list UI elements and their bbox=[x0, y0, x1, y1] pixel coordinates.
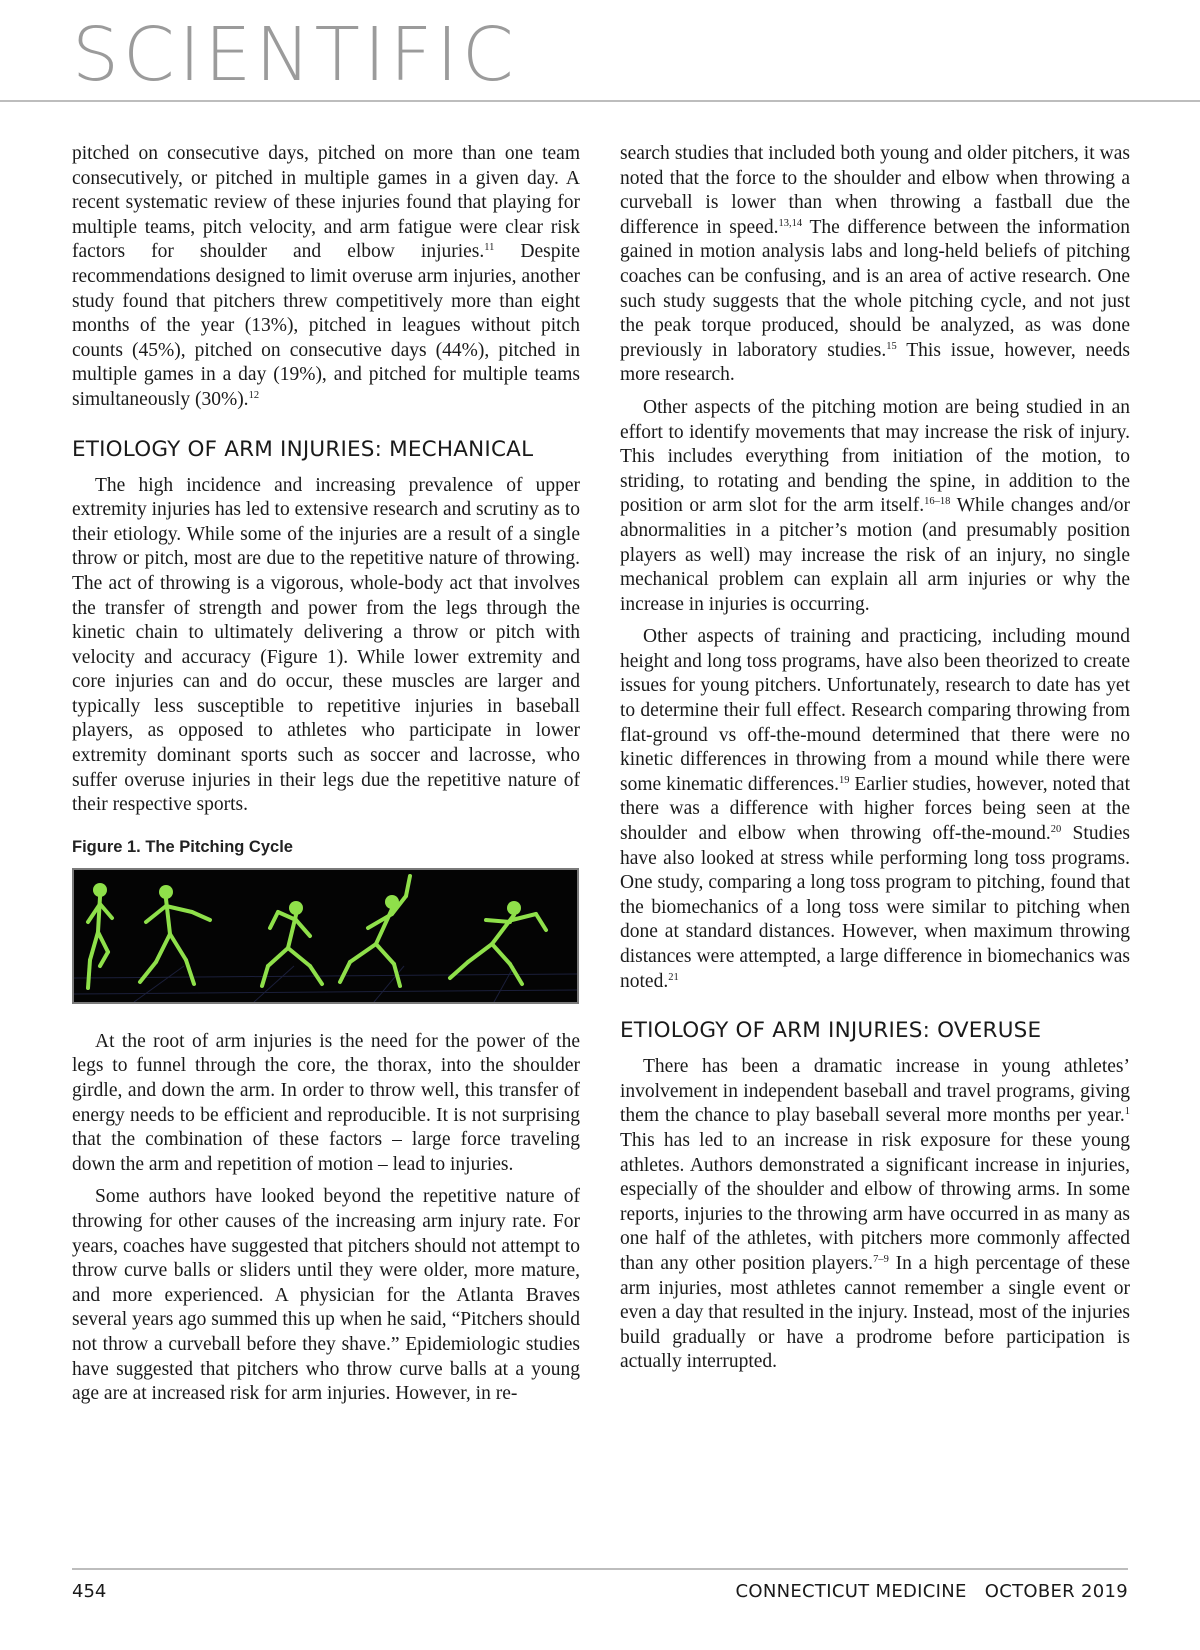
paragraph bbox=[72, 142, 580, 413]
paragraph: At the root of arm injuries is the need for the power of the legs to funnel through the core, the thorax, into the shoulder girdle, and down the arm. In order to throw well, this transfer of energy needs to be efficient and reproducible. It is not surprising that the combination of these factors – large force traveling down the arm and repetition of motion – lead to injuries. bbox=[72, 1030, 580, 1175]
footer-rule bbox=[72, 1568, 1128, 1570]
section-heading-mechanical: ETIOLOGY OF ARM INJURIES: MECHANICAL bbox=[72, 436, 534, 462]
skeleton-3 bbox=[262, 901, 322, 986]
text-run: There has been a dramatic increase in young athletes’ involvement in independent baseball and travel programs, giving them the chance to play baseball several more months per year. bbox=[620, 1056, 1130, 1127]
right-column bbox=[620, 142, 1130, 1383]
text-run: search studies that included both young and older pitchers, it was noted that the force to the shoulder and elbow when throwing a curveball is lower than when throwing a fastball due the difference in speed. bbox=[620, 143, 1130, 238]
text-run: This issue, however, needs more research. bbox=[620, 339, 1130, 386]
citation-ref: 19 bbox=[839, 774, 850, 786]
section-header: SCIENTIFIC bbox=[72, 12, 518, 98]
citation-ref: 15 bbox=[886, 340, 897, 352]
skeleton-2 bbox=[140, 885, 210, 984]
pitching-cycle-image bbox=[74, 870, 577, 1002]
text-run: In a high percentage of these arm injuries, most athletes cannot remember a single event or even a day that resulted in the injury. Instead, most of the injuries build gradually or have a prodrome before participation is actually interrupted. bbox=[620, 1252, 1130, 1373]
text-run: Despite recommendations designed to limit overuse arm injuries, another study found that pitchers threw competitively more than eight months of the year (13%), pitched in leagues without pitch counts (45%), pitched on consecutive days (44%), pitched in multiple games in a day (19%), and pitched for multiple teams simultaneously (30%). bbox=[72, 241, 580, 410]
paragraph: Some authors have looked beyond the repetitive nature of throwing for other causes of the increasing arm injury rate. For years, coaches have suggested that pitchers should not attempt to throw curve balls or sliders until they were older, more mature, and more experienced. A physician for the Atlanta Braves several years ago summed this up when he said, “Pitchers should not throw a curveball before they shave.” Epidemiologic studies have suggested that pitchers who throw curve balls at a young age are at increased risk for arm injuries. However, in re- bbox=[72, 1186, 580, 1405]
paragraph bbox=[620, 396, 1130, 617]
citation-ref: 7–9 bbox=[873, 1253, 889, 1265]
citation-ref: 13,14 bbox=[778, 217, 803, 229]
text-run: Other aspects of the pitching motion are being studied in an effort to identify movements that may increase the risk of injury. This includes everything from initiation of the motion, to striding, to rotating and bending the spine, in addition to the position or arm slot for the arm itself. bbox=[620, 396, 1130, 517]
citation-ref: 20 bbox=[1050, 824, 1062, 836]
text-run: Other aspects of training and practicing, including mound height and long toss programs, have also been theorized to create issues for young pitchers. Unfortunately, research to date has yet to determine their full effect. Research comparing throwing from flat-ground vs off-the-mound determined that there were no kinetic differences in throwing from a mound while there were some kinematic differences. bbox=[620, 626, 1130, 795]
page-number: 454 bbox=[72, 1581, 107, 1602]
text-run: Earlier studies, however, noted that there was a difference with higher forces being seen at the shoulder and elbow when throwing off-the-mound. bbox=[620, 773, 1130, 845]
left-column bbox=[72, 142, 580, 1415]
skeleton-1 bbox=[88, 883, 112, 988]
citation-ref: 12 bbox=[248, 389, 260, 401]
figure-caption: Figure 1. The Pitching Cycle bbox=[72, 837, 293, 856]
paragraph: The high incidence and increasing prevalence of upper extremity injuries has led to extensive research and scrutiny as to their etiology. While some of the injuries are a result of a single throw or pitch, most are due to the repetitive nature of throwing. The act of throwing is a vigorous, whole-body act that involves the transfer of strength and power from the legs through the kinetic chain to ultimately delivering a throw or pitch with velocity and accuracy (Figure 1). While lower extremity and core injuries can and do occur, these muscles are larger and typically less susceptible to repetitive injuries in baseball players, as opposed to athletes who participate in lower extremity dominant sports such as soccer and lacrosse, who suffer overuse injuries in their legs due the repetitive nature of their respective sports. bbox=[72, 474, 580, 816]
paragraph bbox=[620, 625, 1130, 994]
skeleton-5 bbox=[450, 901, 546, 984]
pitching-cycle-figure bbox=[72, 868, 579, 1004]
text-run: This has led to an increase in risk exposure for these young athletes. Authors demonstrated a significant increase in injuries, especially of the shoulder and elbow of throwing arms. In some reports, injuries to the throwing arm have occurred in as many as one half of the athletes, with pitchers more commonly affected than any other position players. bbox=[620, 1129, 1130, 1274]
citation-ref: 16–18 bbox=[924, 496, 951, 508]
paragraph bbox=[620, 1055, 1130, 1375]
skeleton-4 bbox=[340, 876, 410, 986]
citation-ref: 11 bbox=[484, 242, 495, 254]
text-run: pitched on consecutive days, pitched on more than one team consecutively, or pitched in multiple games in a given day. A recent systematic review of these injuries found that playing for multiple teams, pitch velocity, and arm fatigue were clear risk factors for shoulder and elbow injuries. bbox=[72, 143, 580, 263]
journal-name: CONNECTICUT MEDICINE OCTOBER 2019 bbox=[735, 1581, 1128, 1602]
section-heading-overuse: ETIOLOGY OF ARM INJURIES: OVERUSE bbox=[620, 1018, 1042, 1044]
citation-ref: 1 bbox=[1124, 1106, 1130, 1118]
paragraph bbox=[620, 142, 1130, 388]
text-run: While changes and/or abnormalities in a pitcher’s motion (and presumably position players as well) may increase the risk of an injury, no single mechanical problem can explain all arm injuries or why the increase in injuries is occurring. bbox=[620, 495, 1130, 615]
citation-ref: 21 bbox=[668, 971, 679, 983]
header-rule bbox=[0, 100, 1200, 102]
text-run: Studies have also looked at stress while performing long toss programs. One study, comparing a long toss program to pitching, found that the biomechanics of a long toss were similar to pitching when done at standard distances. However, when maximum throwing distances were attempted, a large difference in biomechanics was noted. bbox=[620, 823, 1130, 992]
text-run: The difference between the information gained in motion analysis labs and long-held beliefs of pitching coaches can be confusing, and is an area of active research. One such study suggests that the whole pitching cycle, and not just the peak torque produced, should be analyzed, as was done previously in laboratory studies. bbox=[620, 216, 1131, 361]
